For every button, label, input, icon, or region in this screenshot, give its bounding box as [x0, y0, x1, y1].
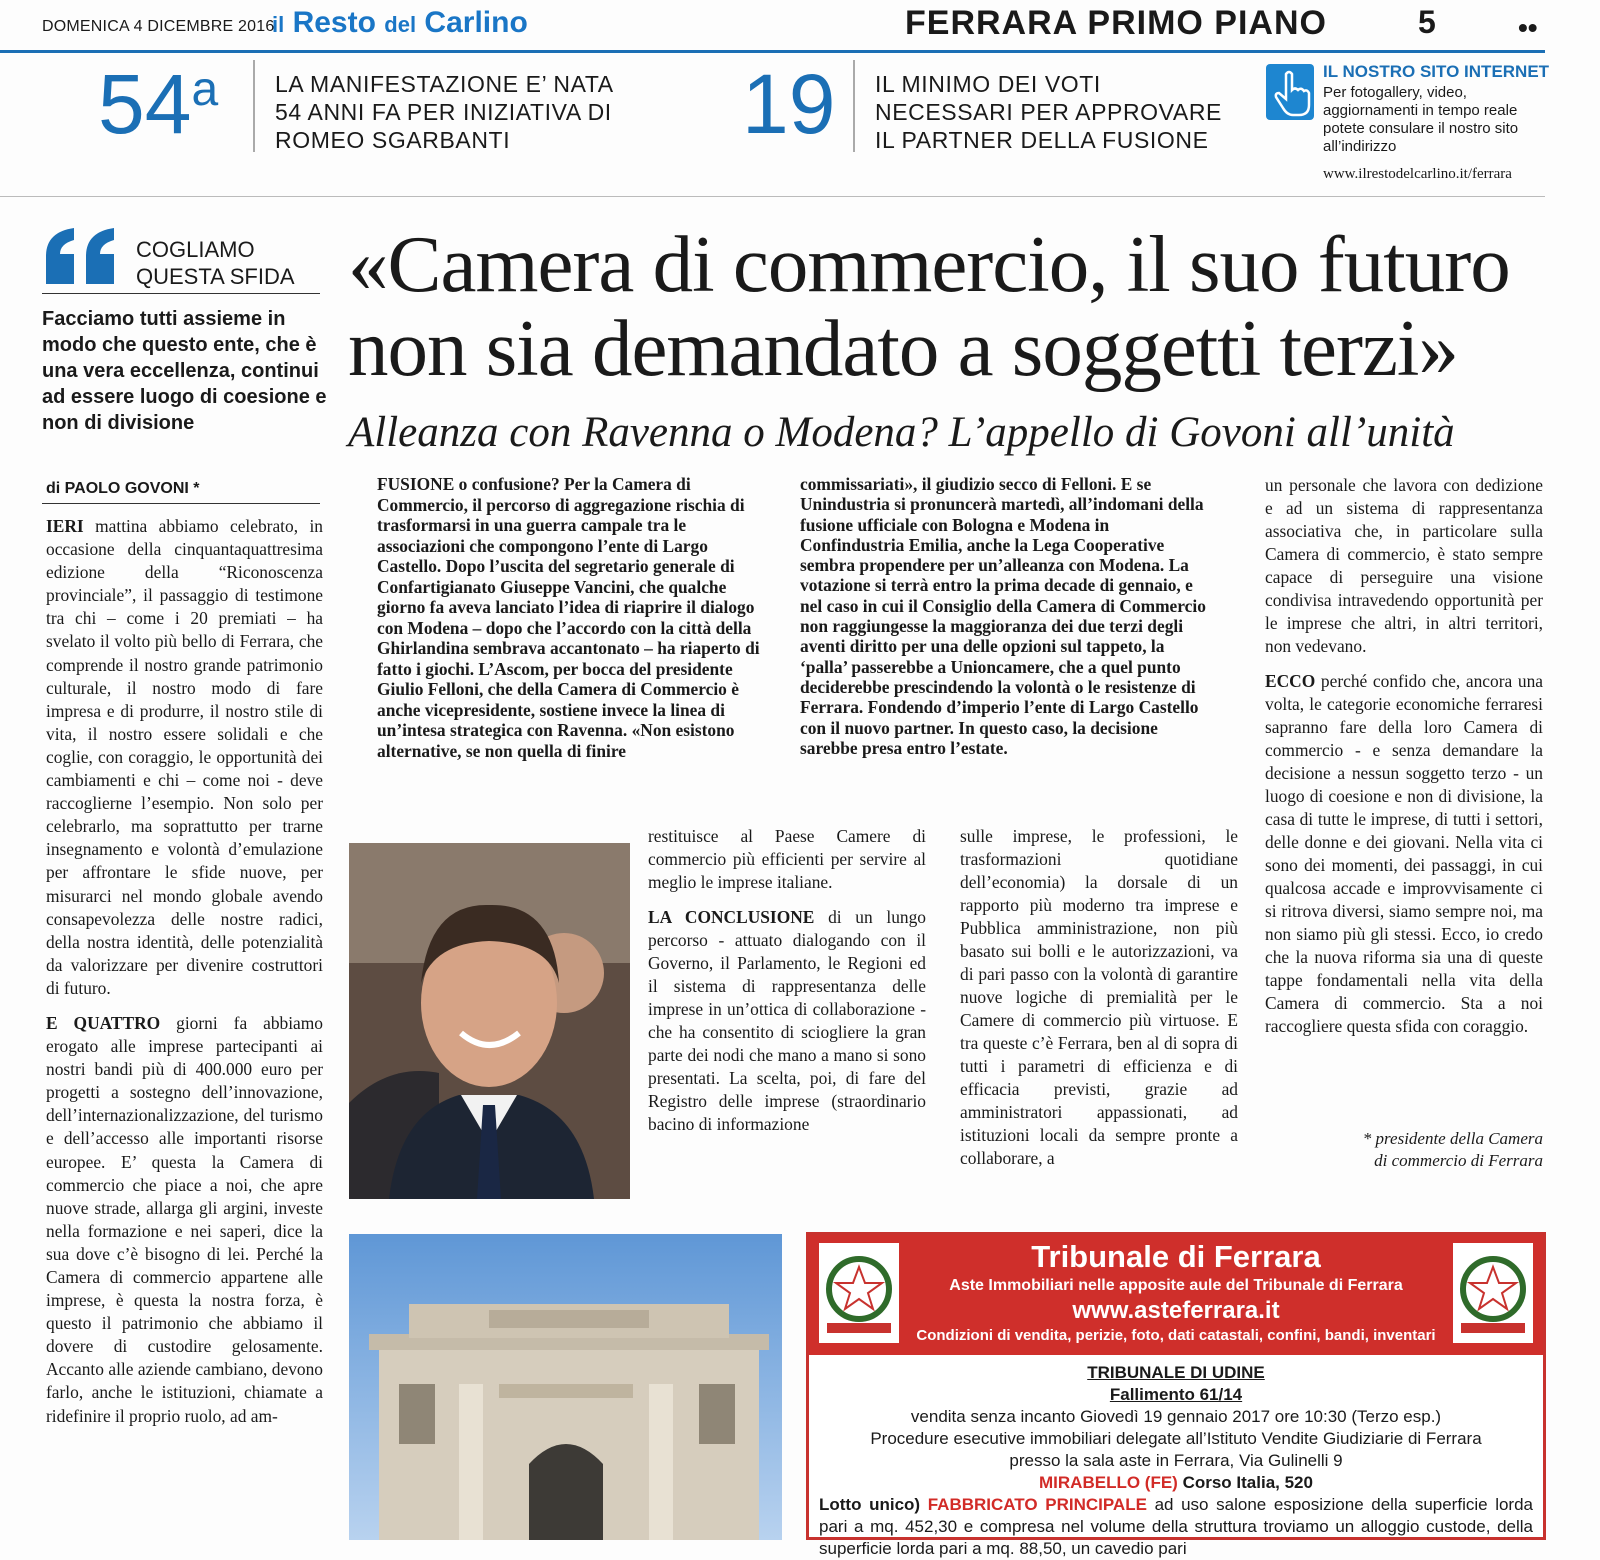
- paragraph-lead: IERI: [46, 516, 84, 536]
- ad-body: [819, 1362, 1533, 1560]
- article-paragraph: [1265, 670, 1543, 1038]
- paragraph-lead: LA CONCLUSIONE: [648, 907, 815, 927]
- ad-location: [819, 1472, 1533, 1494]
- ad-lot-text: ad uso salone esposizione della superficie lorda pari a mq. 452,30 e compresa nel volume della struttura troviamo un alloggio custode, della superficie lorda pari a mq. 88,50, un cavedio pari: [819, 1495, 1534, 1558]
- ad-url-link[interactable]: www.asteferrara.it: [1072, 1297, 1280, 1324]
- logo-carlino: Carlino: [424, 6, 528, 39]
- paragraph-text: o confusione? Per la Camera di Commercio, il percorso di aggregazione rischia di trasformarsi in una guerra campale tra le associazioni che compongono l’ente di Largo Castello. Dopo l’uscita del segretario generale di Confartigianato Giuseppe Vancini, che qualche giorno fa aveva lanciato l’idea di riaprire il dialogo con Modena – dopo che l’accordo con la città della Ghirlandina sembrava accantonato – ha riaperto di fatto i giochi. L’Ascom, per bocca del presidente Giulio Felloni, che della Camera di Commercio è anche vicepresidente, sostiene invece la linea di un’intesa strategica con Ravenna. «Non esistono alternative, se non quella di finire: [377, 474, 760, 761]
- section-separator: [0, 196, 1545, 197]
- ad-header: [809, 1235, 1543, 1355]
- issue-date: DOMENICA 4 DICEMBRE 2016: [42, 18, 275, 35]
- article-column-a: [377, 474, 772, 761]
- ad-court: TRIBUNALE DI UDINE: [1087, 1363, 1265, 1382]
- fact-text-1: LA MANIFESTAZIONE E’ NATA 54 ANNI FA PER INIZIATIVA DI ROMEO SGARBANTI: [275, 71, 613, 153]
- ad-case: Fallimento 61/14: [1109, 1385, 1243, 1404]
- opinion-paragraph: [46, 515, 323, 1000]
- quote-mark-icon: [44, 226, 122, 286]
- opinion-paragraph: [46, 1012, 323, 1428]
- ad-lot-title: FABBRICATO PRINCIPALE: [920, 1495, 1147, 1514]
- header-divider: [0, 50, 1545, 53]
- ad-lot-lead: Lotto unico): [819, 1495, 921, 1514]
- ad-location-address: Corso Italia, 520: [1177, 1473, 1313, 1492]
- paragraph-text: mattina abbiamo celebrato, in occasione della cinquantaquattresima edizione della “Riconoscenza provinciale”, il passaggio di testimone tra chi – come i 20 premiati – ha svelato il volto più bello di Ferrara, che comprende il nostro grande patrimonio culturale, il nostro modo di fare impresa e di produrre, il nostro stile di vita, il nostro essere solidali e che coglie, con coraggio, le opportunità dei cambiamenti e chi – come noi - deve raccoglierne l’esempio. Non solo per celebrarlo, ma soprattutto per trarne insegnamento e volontà d’emulazione per affrontare le sfide nuove, per misurarci nel mondo globale avendo consapevolezza delle nostre radici, della nostra identità, delle potenzialità da valorizzare per divenire costruttori di futuro.: [46, 516, 323, 998]
- ad-line: presso la sala aste in Ferrara, Via Gulinelli 9: [1009, 1451, 1343, 1470]
- signature-line: di commercio di Ferrara: [1374, 1151, 1543, 1170]
- ad-title: Tribunale di Ferrara: [1031, 1239, 1321, 1274]
- paragraph-text: perché confido che, ancora una volta, le categorie economiche ferraresi sapranno fare della loro Camera di commercio - e senza demandare la decisione a nessun soggetto terzo - un luogo di coesione e non di divisione, la casa di tutte le imprese, di tutti i settori, delle donne e dei giovani. Nella vita ci sono dei momenti, dei passaggi, in cui qualcosa accade e improvvisamente ci si ritrova diversi, siamo sempre noi, ma non siamo più gli stessi. Ecco, io credo che la nuova riforma sia una di queste tappe fondamentali nella vita della Camera di commercio. Sta a noi raccogliere questa sfida con coraggio.: [1265, 671, 1543, 1036]
- pullquote-rule: [42, 293, 320, 294]
- logo-resto: Resto: [292, 6, 376, 39]
- pullquote-title-line: COGLIAMO: [136, 237, 255, 262]
- ad-lot: [819, 1494, 1533, 1560]
- byline: di PAOLO GOVONI *: [46, 480, 200, 497]
- decorative-dots-icon: ••: [1518, 12, 1538, 43]
- site-title: IL NOSTRO SITO INTERNET: [1323, 62, 1550, 81]
- ad-line: Procedure esecutive immobiliari delegate all’Istituto Vendite Giudiziarie di Ferrara: [870, 1429, 1482, 1448]
- logo-il: il: [272, 12, 285, 37]
- pullquote-text: Facciamo tutti assieme in modo che questo ente, che è una vera eccellenza, continui ad essere luogo di coesione e non di divisione: [42, 308, 327, 434]
- fact-number-value: 54: [98, 57, 192, 151]
- site-url-link[interactable]: www.ilrestodelcarlino.it/ferrara: [1323, 166, 1512, 182]
- paragraph-lead: E QUATTRO: [46, 1012, 161, 1033]
- logo-del: del: [384, 12, 417, 37]
- fact-number-54: [98, 57, 219, 151]
- author-signature: [1290, 1128, 1543, 1172]
- article-paragraph: restituisce al Paese Camere di commercio più efficienti per servire al meglio le imprese italiane.: [648, 826, 926, 892]
- article-column-d: sulle imprese, le professioni, le trasformazioni quotidiane dell’economia) la dorsale di un rapporto più moderno tra imprese e Pubblica amministrazione, non più basato sui bolli e le autorizzazioni, va di pari passo con la volontà di garantire nuove logiche di premialità per le Camere di commercio più virtuose. E tra queste c’è Ferrara, ben al di sopra di tutti i parametri di efficienza e di efficacia previsti, grazie ad amministratori appassionati, ad istituzioni locali da sempre pronte a collaborare, a: [960, 826, 1238, 1168]
- page-number: 5: [1418, 4, 1436, 40]
- section-title: FERRARA PRIMO PIANO: [905, 4, 1327, 42]
- pointing-hand-icon: [1266, 64, 1314, 120]
- headline: «Camera di commercio, il suo futuro non sia demandato a soggetti terzi»: [348, 219, 1510, 393]
- ad-conditions: Condizioni di vendita, perizie, foto, dati catastali, confini, bandi, inventari: [916, 1327, 1436, 1344]
- paragraph-text: giorni fa abbiamo erogato alle imprese partecipanti ai nostri bandi più di 400.000 euro per progetti a sostegno dell’innovazione, dell’internazionalizzazione, del turismo e dell’accesso alle importanti risorse europee. E’ questa la Camera di commercio che piace a noi, che apre nuove strade, allarga gli argini, investe nella formazione e nei saperi, dice la sua dove c’è bisogno di lei. Perché la Camera di commercio appartene alle imprese, è questa la nostra forza, è questo il patrimonio che abbiamo il dovere di custodire gelosamente. Accanto alle aziende cambiano, devono farlo, anche le istituzioni, chiamate a ridefinire il proprio ruolo, ad am-: [46, 1012, 323, 1426]
- ad-location-city: MIRABELLO (FE): [1039, 1473, 1178, 1492]
- building-photo: [349, 1234, 782, 1540]
- newspaper-logo[interactable]: [272, 6, 528, 40]
- subheadline: Alleanza con Ravenna o Modena? L’appello di Govoni all’unità: [348, 409, 1455, 456]
- article-column-c: [648, 825, 926, 1148]
- fact-number-19: 19: [742, 57, 836, 151]
- article-paragraph: un personale che lavora con dedizione e ad un sistema di rappresentanza associativa che, in particolare sulla Camera di commercio, è stato sempre capace di perseguire una visione condivisa intravedendo opportunità per le imprese che altri, in altri territori, non vedevano.: [1265, 475, 1543, 656]
- fact-divider: [853, 60, 855, 152]
- court-auction-ad[interactable]: [806, 1232, 1546, 1558]
- ad-subtitle: Aste Immobiliari nelle apposite aule del Tribunale di Ferrara: [949, 1277, 1403, 1294]
- fact-divider: [253, 60, 255, 152]
- article-column-b: commissariati», il giudizio secco di Felloni. E se Unindustria si pronuncerà martedì, all’indomani della fusione ufficiale con Bologna e Modena in Confindustria Emilia, anche la Lega Cooperative sembra propendere per un’alleanza con Modena. La votazione si terrà entro la prima decade di gennaio, e nel caso in cui il Consiglio della Camera di Commercio non raggiungesse la maggioranza dei due terzi degli aventi diritto per una delle opzioni sul tappeto, la ‘palla’ passerebbe a Unioncamere, che a quel punto deciderebbe prescindendo la volontà o le resistenze di Ferrara. Fondendo d’imperio l’ente di Largo Castello con il nuovo partner. In questo caso, la decisione sarebbe presa entro l’estate.: [800, 474, 1206, 758]
- paragraph-lead: ECCO: [1265, 671, 1316, 691]
- signature-line: * presidente della Camera: [1362, 1129, 1543, 1148]
- pullquote-title: [136, 236, 295, 290]
- pullquote-title-line: QUESTA SFIDA: [136, 264, 295, 289]
- byline-rule: [42, 503, 320, 504]
- fact-number-sup: a: [191, 63, 219, 116]
- article-paragraph: [648, 906, 926, 1136]
- site-description: Per fotogallery, video, aggiornamenti in tempo reale potete consulare il nostro sito all’indirizzo: [1323, 84, 1519, 155]
- article-column-e: [1265, 474, 1543, 1050]
- ad-line: vendita senza incanto Giovedì 19 gennaio 2017 ore 10:30 (Terzo esp.): [910, 1407, 1442, 1426]
- paragraph-lead: FUSIONE: [377, 474, 455, 494]
- paragraph-text: di un lungo percorso - attuato dialogando con il Governo, il Parlamento, le Regioni ed il sistema di rappresentanza delle imprese in un’ottica di collaborazione - che ha consentito di sciogliere la gran parte dei nodi che mano a mano si sono presentati. La scelta, poi, di fare del Registro delle imprese (straordinario bacino di informazione: [648, 907, 926, 1134]
- portrait-photo: [349, 843, 630, 1199]
- fact-text-2: IL MINIMO DEI VOTI NECESSARI PER APPROVARE IL PARTNER DELLA FUSIONE: [875, 71, 1222, 153]
- opinion-column: [46, 515, 323, 1440]
